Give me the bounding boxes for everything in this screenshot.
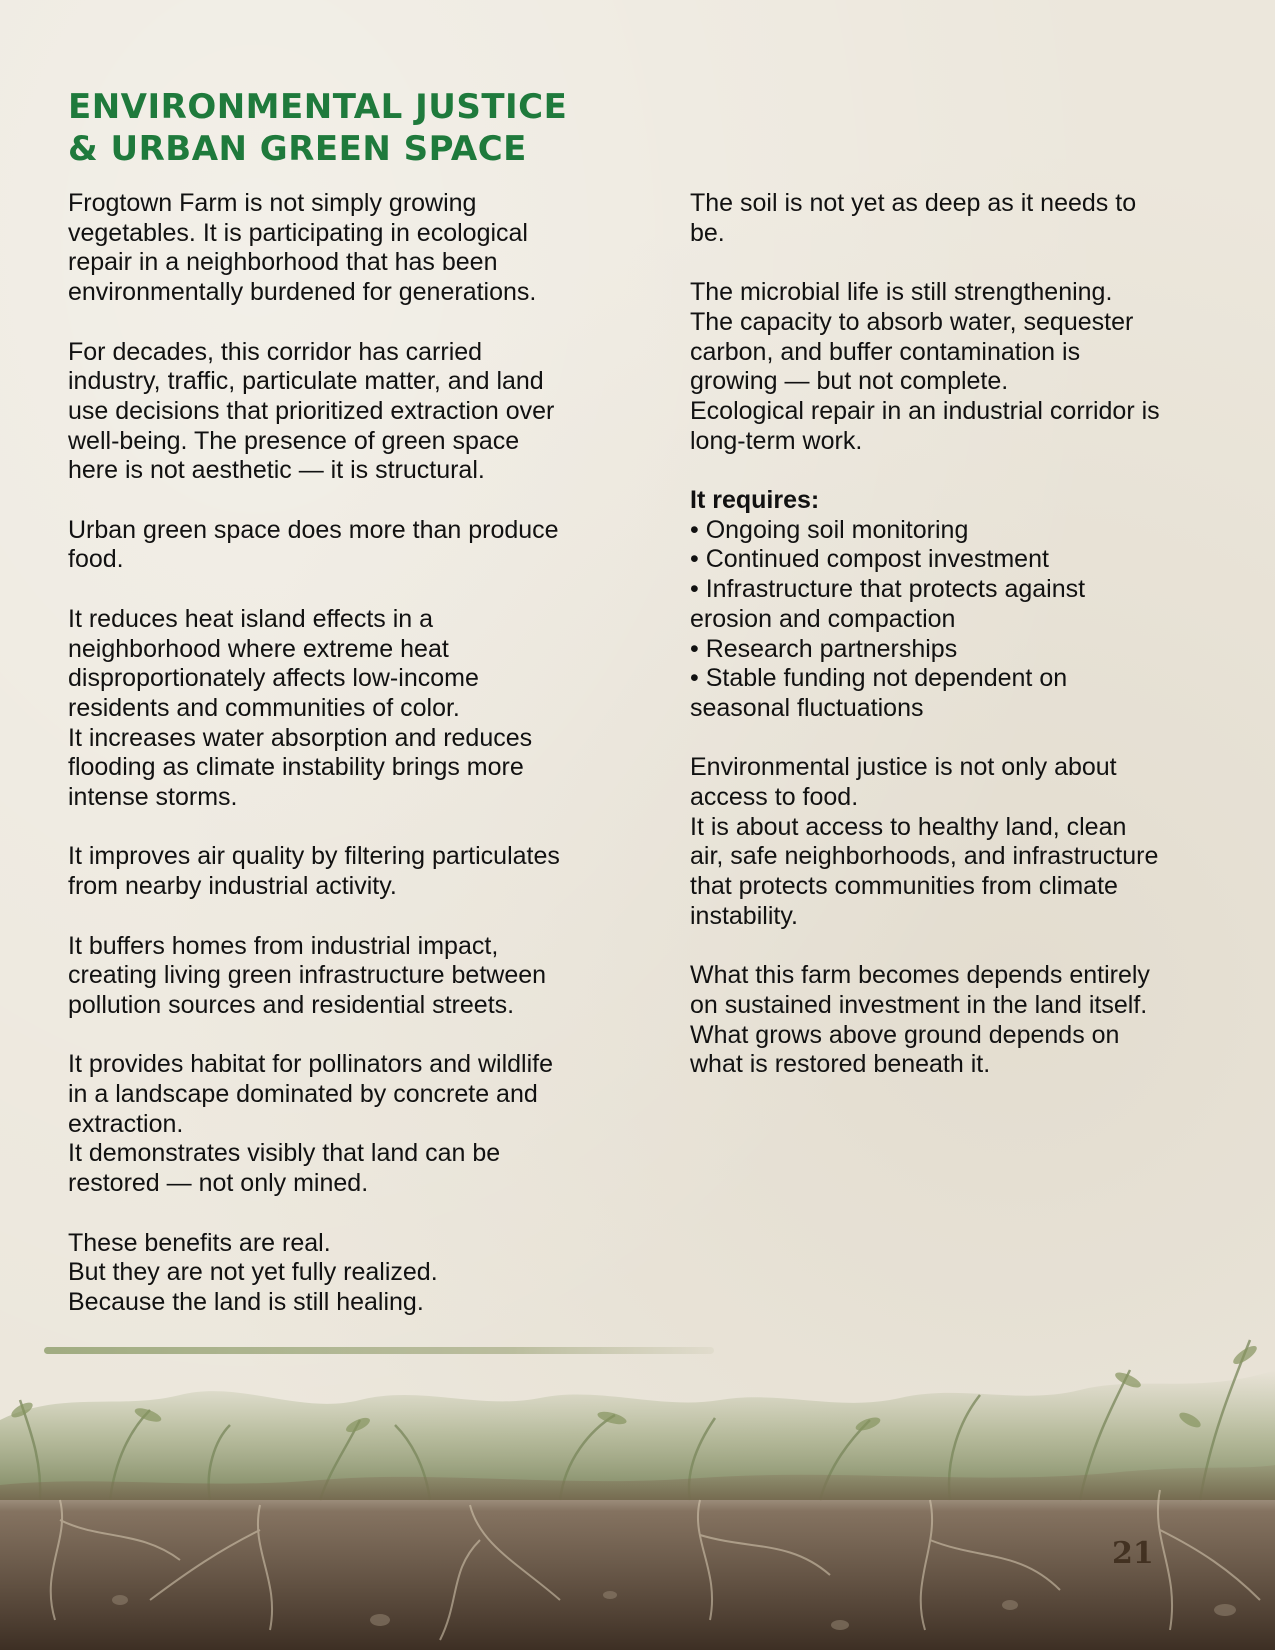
paragraph [68,516,628,575]
text-line: what is restored beneath it. [690,1050,991,1079]
text-line: The microbial life is still strengthening. [690,278,1113,307]
paragraph [690,961,1250,1080]
paragraph [68,605,628,813]
list-item: seasonal fluctuations [690,693,924,722]
text-line: restored — not only mined. [68,1169,369,1198]
text-line: Environmental justice is not only about [690,753,1117,782]
text-line: It is about access to healthy land, clean [690,812,1127,841]
text-line: be. [690,218,725,247]
text-line: What this farm becomes depends entirely [690,961,1150,990]
text-line: It reduces heat island effects in a [68,604,434,633]
text-line: on sustained investment in the land itself. [690,990,1148,1019]
text-line: disproportionately affects low-income [68,664,479,693]
list-item: • Infrastructure that protects against [690,575,1086,604]
paragraph [690,189,1250,248]
title-line-2: & URBAN GREEN SPACE [68,129,527,169]
text-line: food. [68,545,124,574]
list-item: erosion and compaction [690,604,956,633]
text-line: It increases water absorption and reduces [68,723,533,752]
text-line: access to food. [690,783,859,812]
right-column [690,189,1250,1110]
requirements-list [690,486,1250,724]
text-line: extraction. [68,1109,184,1138]
text-line: vegetables. It is participating in ecological [68,218,528,247]
text-line: long-term work. [690,426,863,455]
text-line: It buffers homes from industrial impact, [68,931,499,960]
text-line: that protects communities from climate [690,872,1118,901]
paragraph [68,1050,628,1199]
text-line: well-being. The presence of green space [68,426,520,455]
text-line: Because the land is still healing. [68,1287,424,1316]
text-line: Urban green space does more than produce [68,515,559,544]
text-line: in a landscape dominated by concrete and [68,1080,538,1108]
text-line: pollution sources and residential streets. [68,990,515,1019]
text-line: For decades, this corridor has carried [68,337,483,366]
text-line: intense storms. [68,783,238,812]
text-line: The soil is not yet as deep as it needs to [690,189,1137,217]
title-line-1: ENVIRONMENTAL JUSTICE [68,87,568,127]
text-line: residents and communities of color. [68,693,460,722]
paragraph [68,932,628,1021]
paragraph [690,278,1250,456]
paragraph [690,753,1250,931]
list-item: • Research partnerships [690,634,958,663]
text-line: The capacity to absorb water, sequester [690,307,1134,336]
text-line: air, safe neighborhoods, and infrastructure [690,842,1159,871]
page-number: 21 [1112,1536,1154,1571]
text-line: from nearby industrial activity. [68,872,397,901]
text-line: But they are not yet fully realized. [68,1258,438,1287]
text-line: use decisions that prioritized extraction over [68,396,555,425]
text-line: industry, traffic, particulate matter, and land [68,367,544,396]
text-line: carbon, and buffer contamination is [690,337,1081,366]
requires-heading: It requires: [690,486,820,514]
paragraph [68,189,628,308]
list-item: • Ongoing soil monitoring [690,515,969,544]
text-line: environmentally burdened for generations. [68,278,537,307]
soil-layer [0,1465,1275,1650]
text-line: neighborhood where extreme heat [68,634,449,663]
paragraph [68,338,628,487]
text-line: flooding as climate instability brings more [68,753,524,782]
text-line: What grows above ground depends on [690,1020,1120,1049]
text-line: instability. [690,901,798,930]
text-line: These benefits are real. [68,1228,331,1257]
left-column [68,189,628,1347]
text-line: It provides habitat for pollinators and wildlife [68,1050,553,1079]
text-line: repair in a neighborhood that has been [68,248,498,277]
list-item: • Continued compost investment [690,545,1049,574]
soil-and-plants-illustration [0,1300,1275,1650]
page-title [68,86,567,170]
text-line: growing — but not complete. [690,367,1009,396]
paragraph [68,842,628,901]
text-line: It demonstrates visibly that land can be [68,1139,501,1168]
text-line: creating living green infrastructure between [68,961,547,990]
list-item: • Stable funding not dependent on [690,664,1068,693]
text-line: Frogtown Farm is not simply growing [68,189,477,217]
text-line: here is not aesthetic — it is structural. [68,456,485,485]
text-line: Ecological repair in an industrial corridor is [690,396,1160,425]
text-line: It improves air quality by filtering particulates [68,842,560,871]
